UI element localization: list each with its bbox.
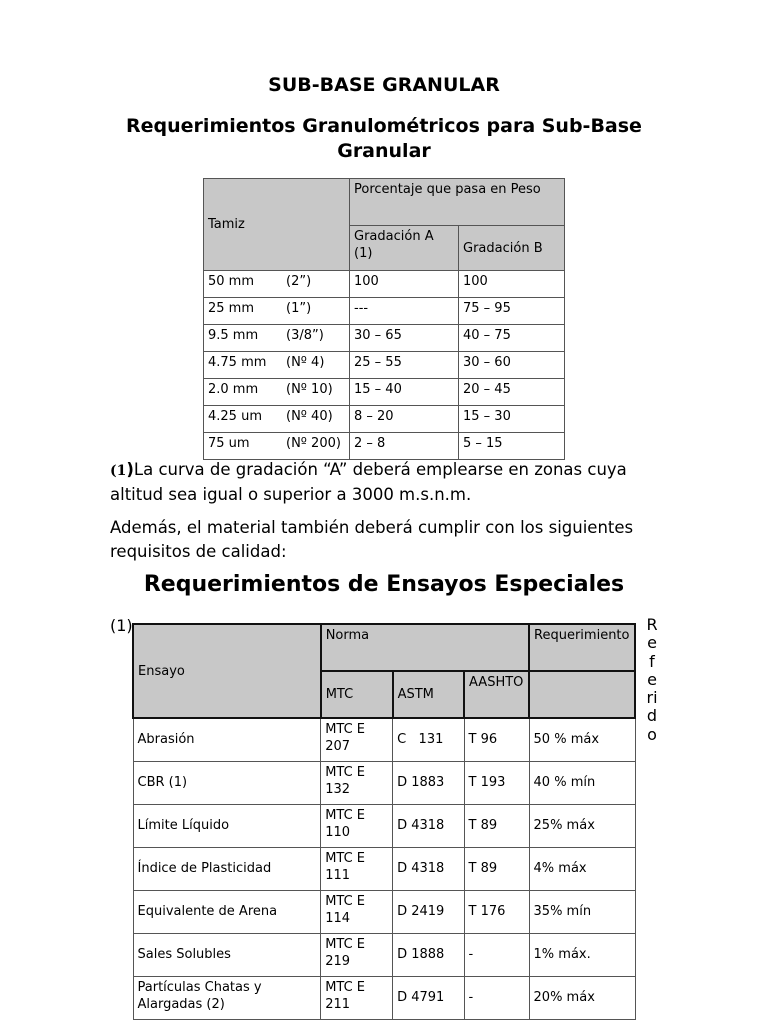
header-requerimiento: Requerimiento <box>529 624 635 671</box>
mtc-cell: MTC E 114 <box>321 890 393 933</box>
marker-one: (1) <box>110 616 133 635</box>
table-row <box>204 298 565 325</box>
header-aashto: AASHTO <box>464 671 529 718</box>
table-title-special-tests: Requerimientos de Ensayos Especiales <box>143 572 625 597</box>
header-ensayo: Ensayo <box>133 624 321 718</box>
sieve-cell: 25 mm (1”) <box>204 298 350 325</box>
astm-cell: D 4318 <box>393 847 464 890</box>
req-cell: 40 % mín <box>529 761 635 804</box>
table-title-granulometric: Requerimientos Granulométricos para Sub-Base Granular <box>126 115 642 162</box>
table-row <box>133 933 635 976</box>
req-cell: 50 % máx <box>529 718 635 761</box>
astm-cell: D 1888 <box>393 933 464 976</box>
grad-b-cell: 75 – 95 <box>459 298 565 325</box>
astm-cell: D 2419 <box>393 890 464 933</box>
aashto-cell: - <box>464 933 529 976</box>
footnote-gradation <box>110 458 650 507</box>
req-cell: 1% máx. <box>529 933 635 976</box>
table-row <box>133 976 635 1019</box>
header-gradacion-b: Gradación B <box>459 226 565 271</box>
req-cell: 25% máx <box>529 804 635 847</box>
aashto-cell: T 89 <box>464 847 529 890</box>
ensayo-cell: Equivalente de Arena <box>133 890 321 933</box>
mtc-cell: MTC E 111 <box>321 847 393 890</box>
header-astm: ASTM <box>393 671 464 718</box>
table-row <box>133 718 635 761</box>
grad-a-cell: 25 – 55 <box>350 352 459 379</box>
header-norma: Norma <box>321 624 529 671</box>
astm-cell: D 4318 <box>393 804 464 847</box>
ensayo-cell: Sales Solubles <box>133 933 321 976</box>
page-title: SUB-BASE GRANULAR <box>268 74 500 96</box>
aashto-cell: T 89 <box>464 804 529 847</box>
table-row <box>133 847 635 890</box>
grad-a-cell: --- <box>350 298 459 325</box>
grad-b-cell: 5 – 15 <box>459 433 565 460</box>
astm-cell: D 1883 <box>393 761 464 804</box>
header-gradacion-a: Gradación A (1) <box>350 226 459 271</box>
grad-b-cell: 30 – 60 <box>459 352 565 379</box>
table-row <box>204 352 565 379</box>
ensayo-cell: Límite Líquido <box>133 804 321 847</box>
grad-b-cell: 15 – 30 <box>459 406 565 433</box>
astm-cell: C 131 <box>393 718 464 761</box>
aashto-cell: T 193 <box>464 761 529 804</box>
table-row <box>133 804 635 847</box>
quality-paragraph: Además, el material también deberá cumplir con los siguientes requisitos de calidad: <box>110 518 634 561</box>
aashto-cell: - <box>464 976 529 1019</box>
aashto-cell: T 96 <box>464 718 529 761</box>
req-cell: 20% máx <box>529 976 635 1019</box>
grad-b-cell: 100 <box>459 271 565 298</box>
table-row <box>204 406 565 433</box>
footnote-marker: (1 <box>110 463 127 479</box>
aashto-cell: T 176 <box>464 890 529 933</box>
table-row <box>204 325 565 352</box>
ensayo-cell: CBR (1) <box>133 761 321 804</box>
sieve-cell: 9.5 mm (3/8”) <box>204 325 350 352</box>
req-cell: 4% máx <box>529 847 635 890</box>
header-req-empty <box>529 671 635 718</box>
sieve-cell: 50 mm (2”) <box>204 271 350 298</box>
table-row <box>204 271 565 298</box>
table-row <box>133 761 635 804</box>
mtc-cell: MTC E 211 <box>321 976 393 1019</box>
ensayo-cell: Índice de Plasticidad <box>133 847 321 890</box>
sieve-cell: 75 um (Nº 200) <box>204 433 350 460</box>
mtc-cell: MTC E 132 <box>321 761 393 804</box>
sieve-cell: 4.75 mm (Nº 4) <box>204 352 350 379</box>
header-porcentaje: Porcentaje que pasa en Peso <box>350 179 565 226</box>
mtc-cell: MTC E 207 <box>321 718 393 761</box>
grad-a-cell: 2 – 8 <box>350 433 459 460</box>
req-cell: 35% mín <box>529 890 635 933</box>
ensayo-cell: Abrasión <box>133 718 321 761</box>
footnote-marker-close: ) <box>126 460 134 479</box>
header-mtc: MTC <box>321 671 393 718</box>
side-vertical-text: R e f e ri d o <box>646 615 658 744</box>
grad-a-cell: 8 – 20 <box>350 406 459 433</box>
grad-b-cell: 40 – 75 <box>459 325 565 352</box>
table-row <box>204 433 565 460</box>
sieve-cell: 4.25 um (Nº 40) <box>204 406 350 433</box>
mtc-cell: MTC E 219 <box>321 933 393 976</box>
astm-cell: D 4791 <box>393 976 464 1019</box>
grad-a-cell: 15 – 40 <box>350 379 459 406</box>
sieve-cell: 2.0 mm (Nº 10) <box>204 379 350 406</box>
grad-a-cell: 100 <box>350 271 459 298</box>
header-tamiz: Tamiz <box>204 179 350 271</box>
special-tests-table <box>132 623 636 1020</box>
grad-a-cell: 30 – 65 <box>350 325 459 352</box>
table-row <box>133 890 635 933</box>
granulometric-table <box>203 178 565 460</box>
ensayo-cell: Partículas Chatas y Alargadas (2) <box>133 976 321 1019</box>
table-row <box>204 379 565 406</box>
grad-b-cell: 20 – 45 <box>459 379 565 406</box>
mtc-cell: MTC E 110 <box>321 804 393 847</box>
footnote-text: La curva de gradación “A” deberá emplearse en zonas cuya altitud sea igual o superior a 3000 m.s.n.m. <box>110 460 627 504</box>
